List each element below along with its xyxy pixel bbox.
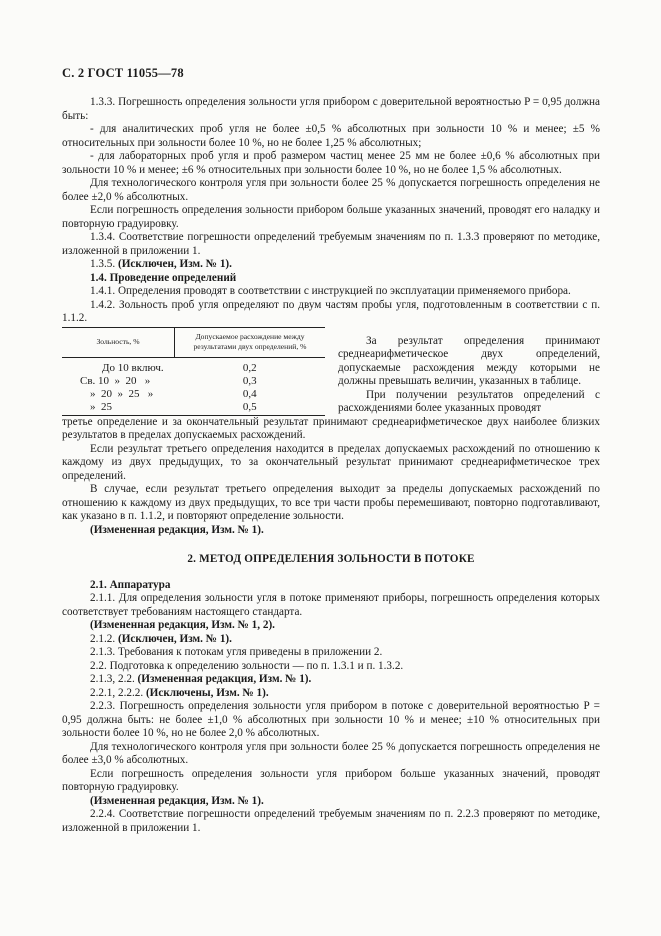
table-row xyxy=(62,388,325,401)
paragraph: 2.2.3. Погрешность определения зольности угля прибором в потоке с доверительной вероятностью P = 0,95 должна быть: не более ±1,0 % абсолютных при зольности 10 % и менее; ±10 % относительных при зольности более 10 %, но не более 2,0 % абсолютных. xyxy=(62,700,600,739)
document-body xyxy=(62,96,600,835)
clause-note: (Исключен, Изм. № 1). xyxy=(117,632,232,645)
table-cell-ash: До 10 включ. xyxy=(102,361,164,374)
paragraph: 2.1.3. Требования к потокам угля приведены в приложении 2. xyxy=(90,646,383,658)
table-row xyxy=(62,401,325,415)
paragraph xyxy=(62,633,600,647)
table-cell-tolerance: 0,2 xyxy=(242,361,257,374)
clause-number: 1.3.5. xyxy=(90,258,116,270)
table-cell-tolerance: 0,3 xyxy=(242,374,257,387)
subsection-heading: 1.4. Проведение определений xyxy=(90,271,237,284)
table-header-ash: Зольность, % xyxy=(62,327,175,357)
clause-number: 2.1.3, 2.2. xyxy=(90,673,135,685)
table-cell-ash: » 20 » 25 » xyxy=(90,388,154,401)
table-row xyxy=(62,375,325,388)
paragraph: В случае, если результат третьего определения выходит за пределы допускаемых расхождений по отношению к каждому из двух предыдущих, то все три части пробы перемешивают, повторно подготавливают, как указано в п. 1.1.2, и повторяют определение зольности. xyxy=(62,483,600,522)
paragraph xyxy=(62,673,600,687)
table-cell-tolerance: 0,5 xyxy=(242,401,257,414)
clause-number: 2.2.1, 2.2.2. xyxy=(90,686,144,699)
paragraph: третье определение и за окончательный результат принимают среднеарифметическое двух наиболее близких результатов в пределах допускаемых расхождений. xyxy=(62,415,600,441)
paragraph: Для технологического контроля угля при зольности более 25 % допускается погрешность определения не более ±2,0 % абсолютных. xyxy=(62,177,600,203)
amendment-note: (Измененная редакция, Изм. № 1, 2). xyxy=(90,619,275,631)
paragraph: - для лабораторных проб угля и проб размером частиц менее 25 мм не более ±0,6 % абсолютных при зольности 10 % и менее; ±6 % относительных при зольности более 10 %, но не более 1,5 % абсолютных. xyxy=(62,150,600,176)
paragraph: - для аналитических проб угля не более ±0,5 % абсолютных при зольности 10 % и менее; ±5 % относительных при зольности более 10 %, но не более 1,25 % абсолютных; xyxy=(62,123,600,149)
amendment-note: (Измененная редакция, Изм. № 1). xyxy=(90,794,264,807)
amendment-note: (Измененная редакция, Изм. № 1). xyxy=(90,523,264,536)
paragraph: 1.3.4. Соответствие погрешности определений требуемым значениям по п. 1.3.3 проверяют по методике, изложенной в приложении 1. xyxy=(62,231,600,257)
paragraph: 1.4.2. Зольность проб угля определяют по двум частям пробы угля, подготовленным в соответствии с п. 1.1.2. xyxy=(62,298,600,324)
paragraph: 1.3.3. Погрешность определения зольности угля прибором с доверительной вероятностью P = 0,95 должна быть: xyxy=(62,96,600,122)
clause-note: (Измененная редакция, Изм. № 1). xyxy=(137,673,312,685)
section-heading: 2. МЕТОД ОПРЕДЕЛЕНИЯ ЗОЛЬНОСТИ В ПОТОКЕ xyxy=(187,553,475,565)
table-cell-tolerance: 0,4 xyxy=(242,388,257,401)
tolerance-table xyxy=(62,327,325,416)
table-row xyxy=(62,362,325,375)
table-side-text xyxy=(338,327,600,416)
paragraph: При получении результатов определений с расхождениями более указанных проводят xyxy=(338,388,600,414)
subsection-heading: 2.1. Аппаратура xyxy=(90,578,171,591)
paragraph xyxy=(62,687,600,701)
paragraph: За результат определения принимают среднеарифметическое двух определений, допускаемые расхождения между которыми не должны превышать величин, указанных в таблице. xyxy=(338,334,600,387)
clause-note: (Исключен, Изм. № 1). xyxy=(117,258,232,270)
clause-note: (Исключены, Изм. № 1). xyxy=(145,686,269,699)
paragraph: 1.4.1. Определения проводят в соответствии с инструкцией по эксплуатации применяемого прибора. xyxy=(90,285,571,297)
clause-number: 2.1.2. xyxy=(90,632,116,645)
table-cell-ash: » 25 xyxy=(90,401,112,414)
paragraph: Если погрешность определения зольности прибором больше указанных значений, проводят его наладку и повторную градуировку. xyxy=(62,204,600,230)
paragraph xyxy=(62,258,600,272)
paragraph: Если погрешность определения зольности угля прибором больше указанных значений, проводят повторную градуировку. xyxy=(62,767,600,793)
paragraph: Для технологического контроля угля при зольности более 25 % допускается погрешность определения не более ±3,0 % абсолютных. xyxy=(62,740,600,766)
paragraph: 2.2. Подготовка к определению зольности — по п. 1.3.1 и п. 1.3.2. xyxy=(90,659,404,672)
page-header: С. 2 ГОСТ 11055—78 xyxy=(62,66,184,80)
paragraph: Если результат третьего определения находится в пределах допускаемых расхождений по отношению к каждому из двух предыдущих, то за окончательный результат принимают среднеарифметическое трех определений. xyxy=(62,442,600,482)
paragraph: 2.2.4. Соответствие погрешности определений требуемым значениям по п. 2.2.3 проверяют по методике, изложенной в приложении 1. xyxy=(62,808,600,834)
paragraph: 2.1.1. Для определения зольности угля в потоке применяют приборы, погрешность определения которых соответствует требованиям настоящего стандарта. xyxy=(62,592,600,618)
table-header-tolerance: Допускаемое расхождение между результатами двух определений, % xyxy=(175,327,326,357)
table-cell-ash: Св. 10 » 20 » xyxy=(80,374,151,387)
table-block xyxy=(62,327,600,416)
